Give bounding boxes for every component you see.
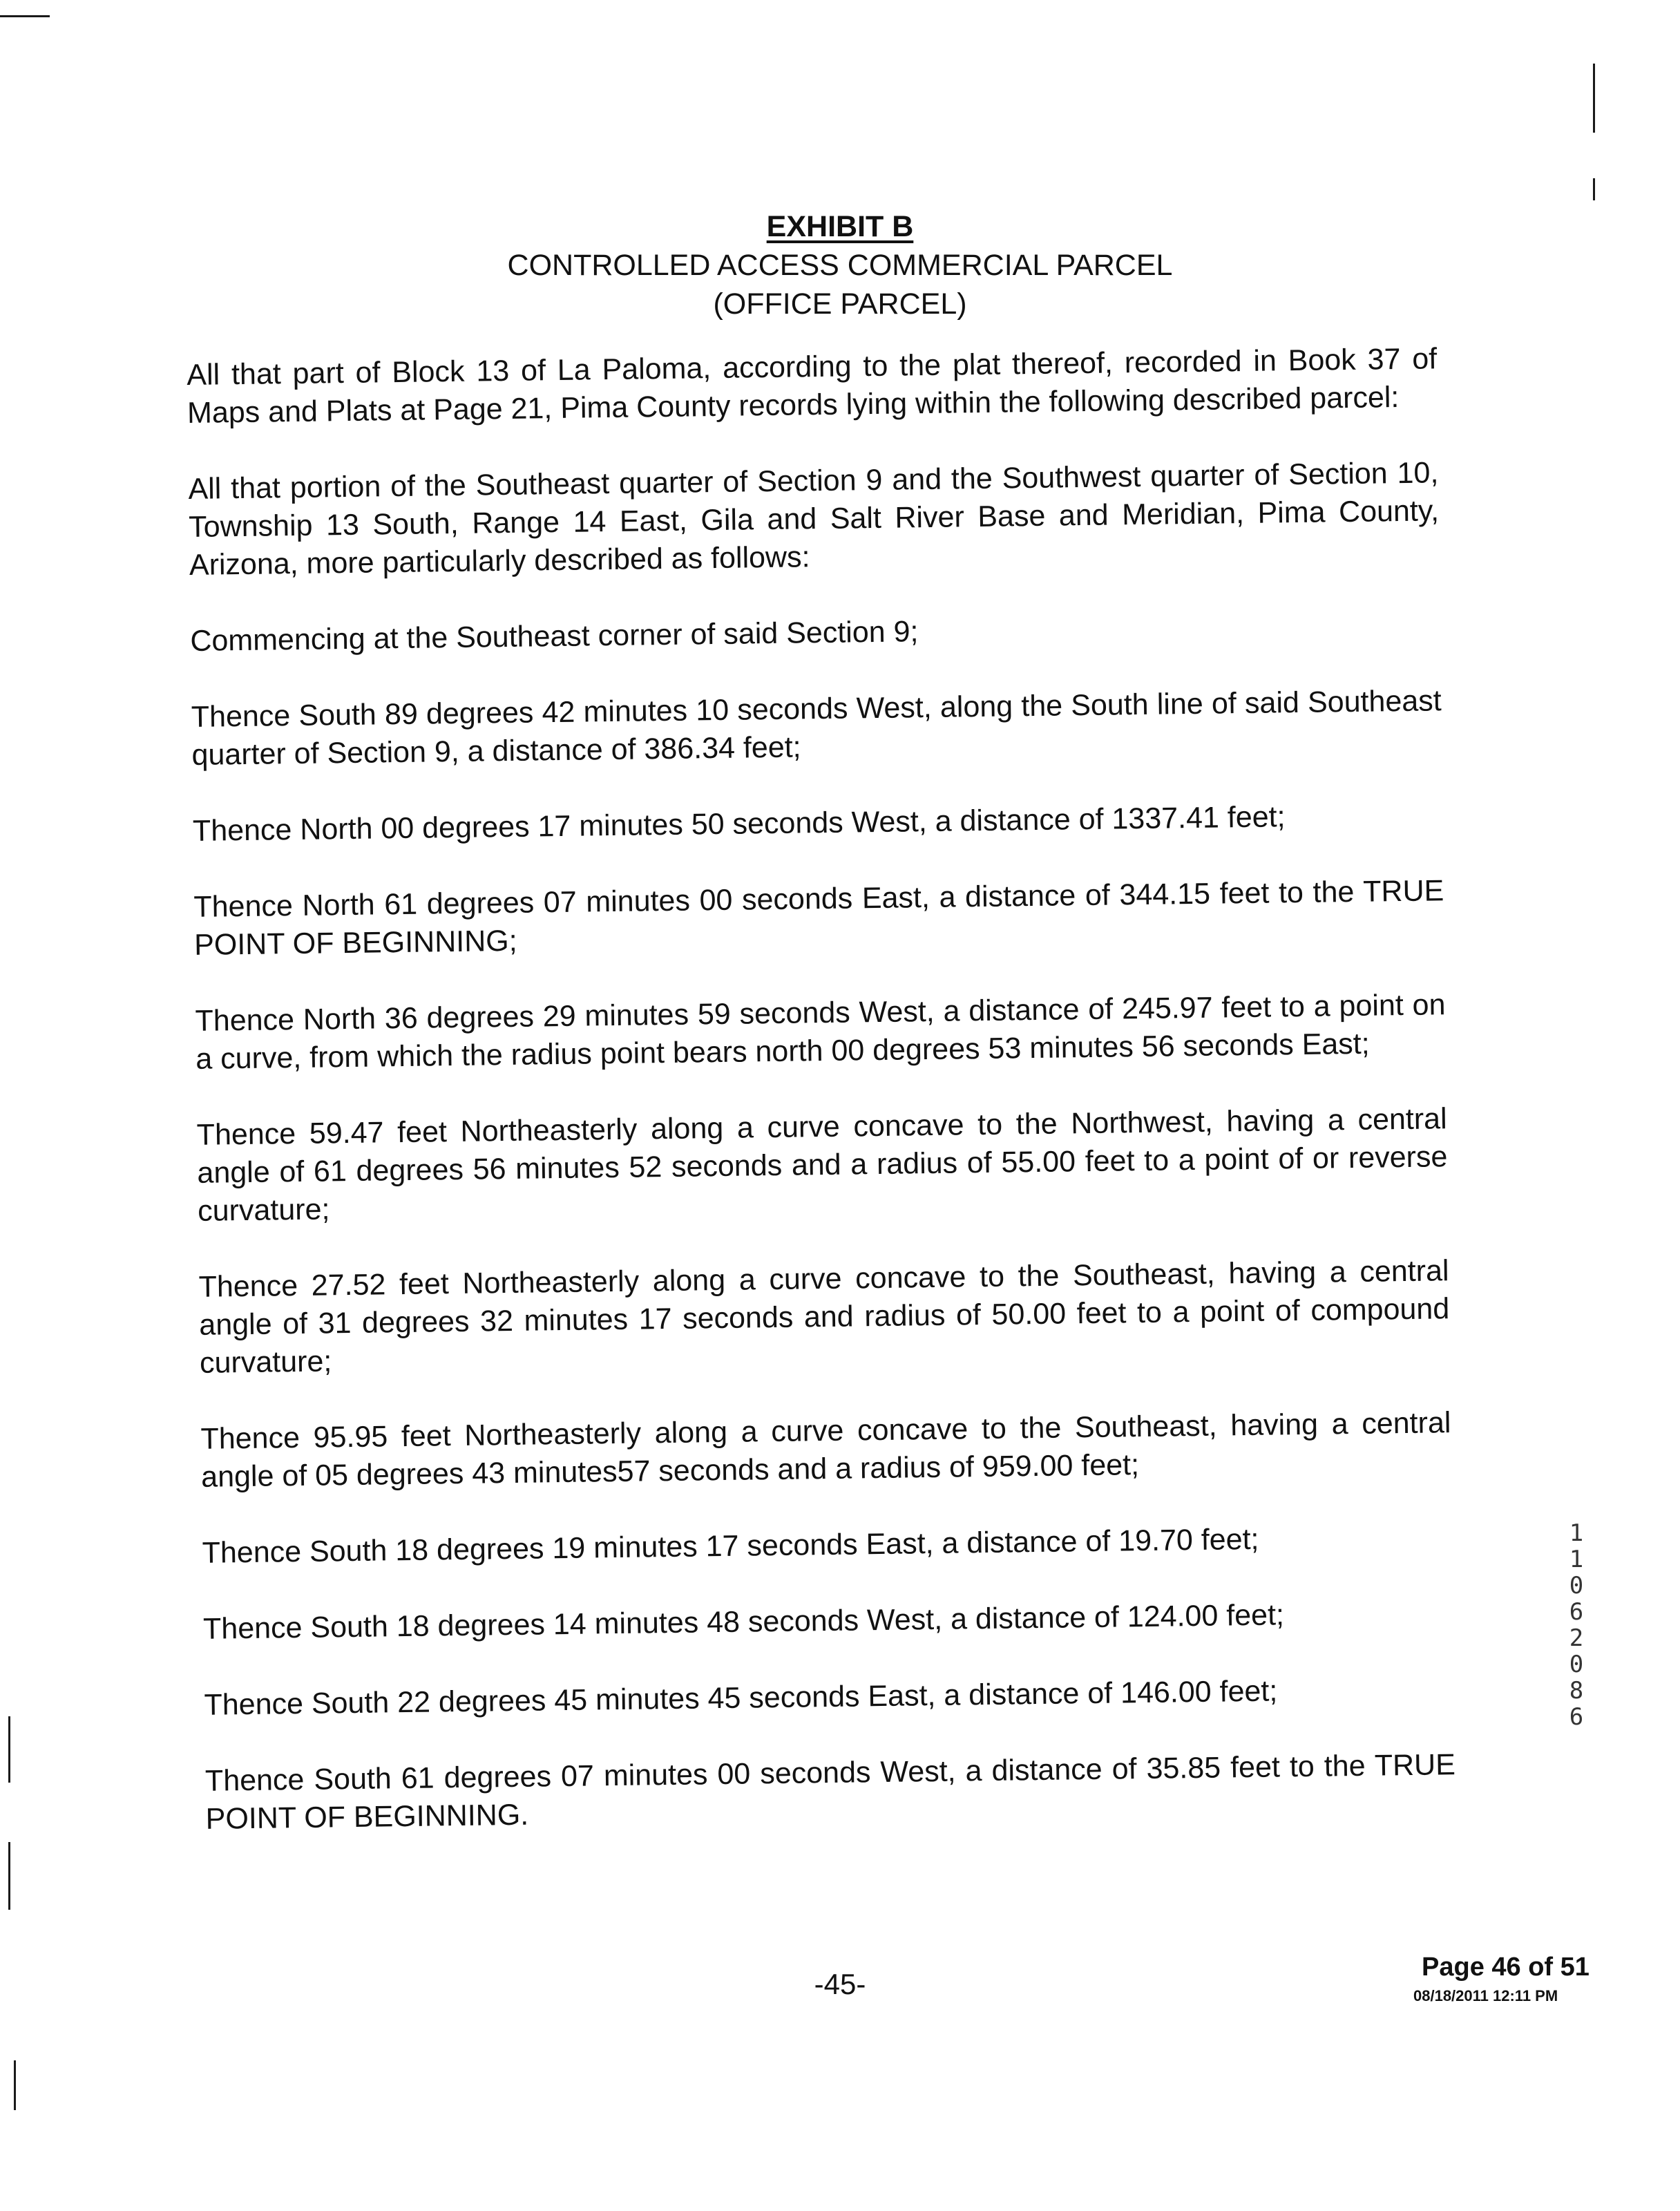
paragraph-curve-3: Thence 95.95 feet Northeasterly along a curve concave to the Southeast, having a central angle of 05 degrees 43 minutes57 seconds and a radius of 959.00 feet; bbox=[200, 1406, 1451, 1494]
legal-description bbox=[187, 340, 1457, 1877]
exhibit-subtitle: CONTROLLED ACCESS COMMERCIAL PARCEL bbox=[507, 249, 1173, 282]
scan-line-left-3 bbox=[14, 2060, 16, 2110]
paragraph-plat-reference: All that part of Block 13 of La Paloma, according to the plat thereof, recorded in Book 37 of Maps and Plats at Page 21, Pima County records lying within the following described parcel: bbox=[187, 342, 1438, 430]
scan-tick-right bbox=[1593, 178, 1595, 200]
scan-line-left-1 bbox=[8, 1716, 10, 1783]
paragraph-commencing: Commencing at the Southeast corner of said Section 9; bbox=[190, 615, 919, 658]
exhibit-header bbox=[0, 207, 1680, 323]
paragraph-course-1: Thence South 89 degrees 42 minutes 10 seconds West, along the South line of said Southeast quarter of Section 9, a distance of 386.34 feet; bbox=[191, 684, 1442, 772]
print-timestamp: 08/18/2011 12:11 PM bbox=[1413, 1987, 1558, 2004]
page-number: -45- bbox=[814, 1968, 866, 2000]
paragraph-parcel-location: All that portion of the Southeast quarter of Section 9 and the Southwest quarter of Section 10, Township 13 South, Range 14 East, Gila and Salt River Base and Meridian, Pima County, Arizona, more particularly described as follows: bbox=[188, 456, 1440, 582]
paragraph-course-5: Thence South 18 degrees 19 minutes 17 seconds East, a distance of 19.70 feet; bbox=[202, 1522, 1259, 1570]
paragraph-course-6: Thence South 18 degrees 14 minutes 48 seconds West, a distance of 124.00 feet; bbox=[202, 1598, 1285, 1646]
recording-stamp: 11062086 bbox=[1569, 1519, 1584, 1731]
scan-line-top-left bbox=[0, 15, 50, 17]
paragraph-curve-1: Thence 59.47 feet Northeasterly along a curve concave to the Northwest, having a central angle of 61 degrees 56 minutes 52 seconds and a radius of 55.00 feet to a point of or reverse curvature; bbox=[196, 1102, 1448, 1228]
paragraph-curve-2: Thence 27.52 feet Northeasterly along a curve concave to the Southeast, having a central angle of 31 degrees 32 minutes 17 seconds and radius of 50.00 feet to a point of compound curvature; bbox=[198, 1254, 1450, 1380]
exhibit-subtitle-2: (OFFICE PARCEL) bbox=[713, 287, 967, 321]
paragraph-course-4: Thence North 36 degrees 29 minutes 59 seconds West, a distance of 245.97 feet to a point on a curve, from which the radius point bears north 00 degrees 53 minutes 56 seconds East; bbox=[195, 988, 1446, 1076]
exhibit-title: EXHIBIT B bbox=[766, 210, 914, 243]
scan-line-right-upper bbox=[1593, 64, 1595, 133]
scan-line-left-2 bbox=[8, 1842, 10, 1910]
paragraph-course-2: Thence North 00 degrees 17 minutes 50 seconds West, a distance of 1337.41 feet; bbox=[192, 800, 1286, 848]
page-count: Page 46 of 51 bbox=[1422, 1953, 1590, 1982]
paragraph-course-8: Thence South 61 degrees 07 minutes 00 seconds West, a distance of 35.85 feet to the TRUE POINT OF BEGINNING. bbox=[204, 1748, 1456, 1836]
paragraph-course-3: Thence North 61 degrees 07 minutes 00 seconds East, a distance of 344.15 feet to the TRUE POINT OF BEGINNING; bbox=[193, 874, 1444, 962]
paragraph-course-7: Thence South 22 degrees 45 minutes 45 seconds East, a distance of 146.00 feet; bbox=[204, 1674, 1278, 1722]
